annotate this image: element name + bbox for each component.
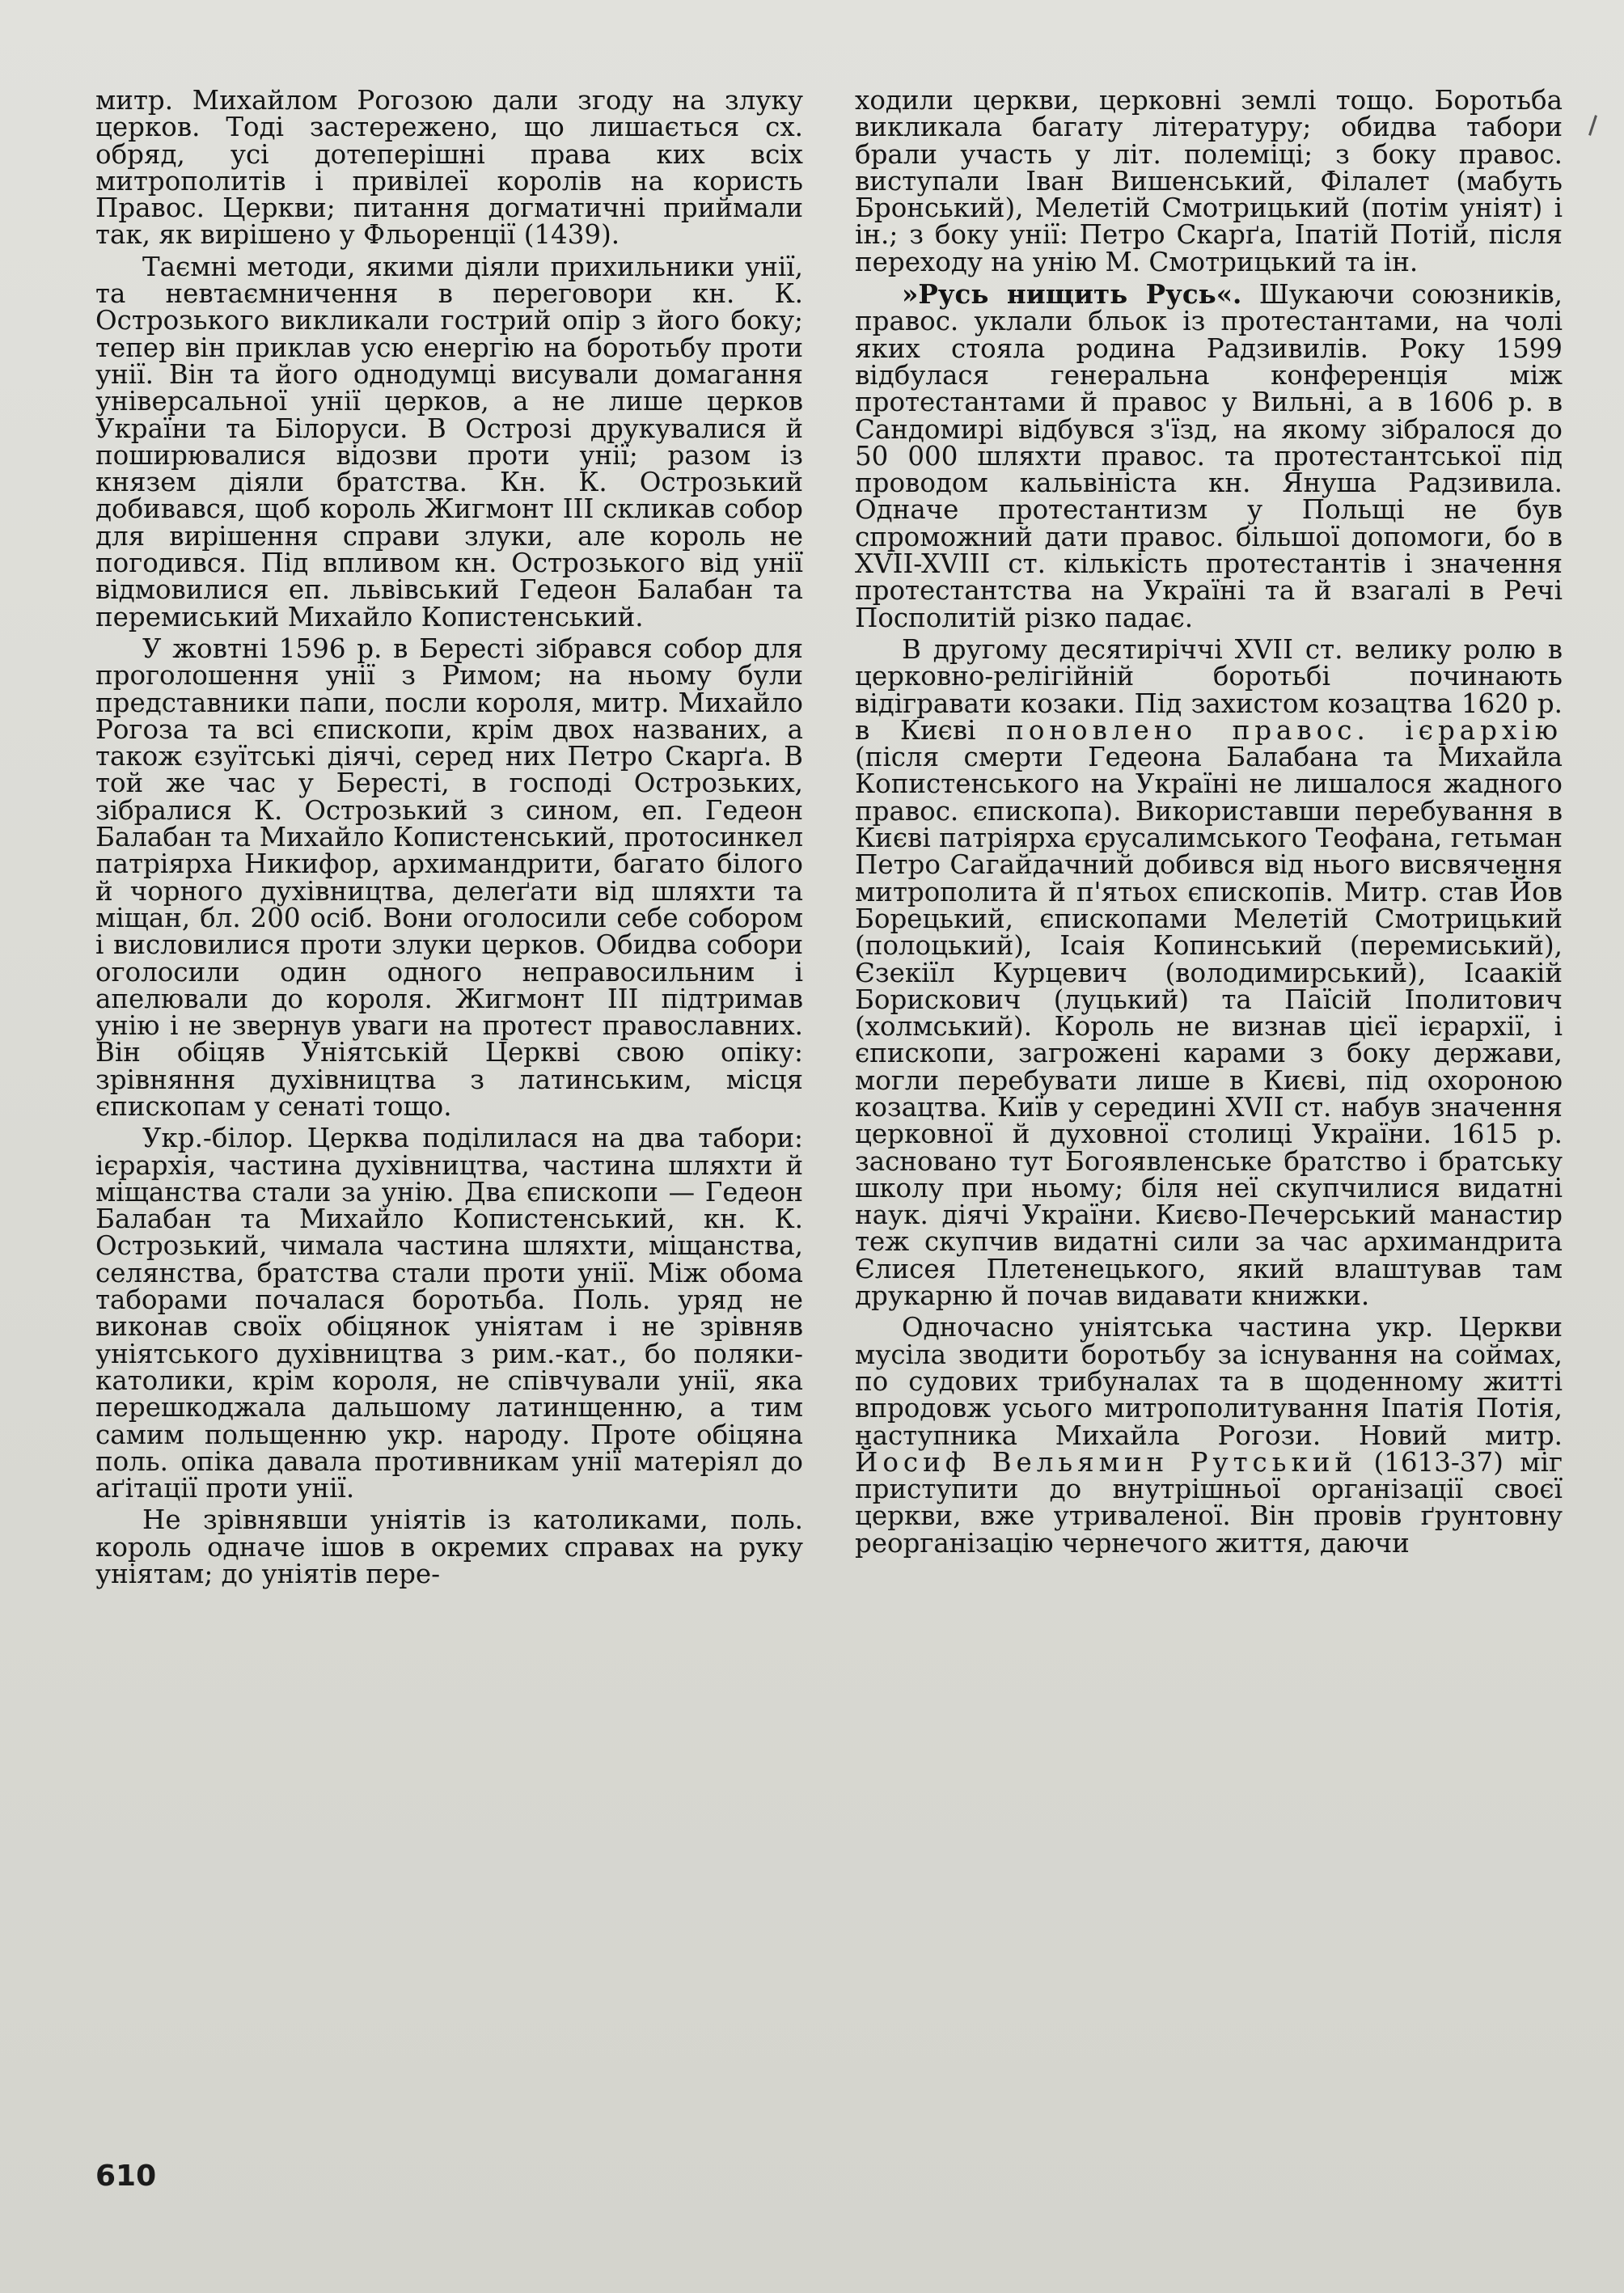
paragraph-left-5: Не зрівнявши уніятів із католиками, поль. король одначе ішов в окремих справах на руку уніятам; до уніятів пере- [95, 1504, 803, 1590]
paragraph-right-4-before: Одночасно уніятська частина укр. Церкви мусіла зводити боротьбу за існування на соймах, по судових трибуналах та в щоденному житті впродовж усього митрополитування Іпатія Потія, наступника Михайла Рогози. Новий митр. [855, 1312, 1563, 1451]
paragraph-left-1: митр. Михайлом Рогозою дали згоду на злуку церков. Тоді застережено, що лишається сх. обряд, усі дотеперішні права ких всіх митрополитів і привілеї королів на користь Правос. Церкви; питання догматичні приймали так, як вирішено у Фльоренції (1439). [95, 85, 803, 251]
paragraph-right-4-after: (1613-37) міг приступити до внутрішньої організації своєї церкви, вже утриваленої. Він провів ґрунтовну реорганізацію чернечого життя, даючи [855, 1446, 1563, 1559]
paragraph-right-4 [855, 1314, 1563, 1557]
spaced-emphasis-name: Йосиф Вельямин Рутський [855, 1446, 1358, 1478]
paragraph-left-2: Таємні методи, якими діяли прихильники унії, та невтаємничення в переговори кн. К. Острозького викликали гострий опір з його боку; тепер він приклав усю енергію на боротьбу проти унії. Він та його однодумці висували домагання універсальної унії церков, а не лише церков України та Білоруси. В Острозі друкувалися й поширювалися відозви проти унії; разом із князем діяли братства. Кн. К. Острозький добивався, щоб король Жигмонт III скликав собор для вирішення справи злуки, але король не погодився. Під впливом кн. Острозького від унії відмовилися еп. львівський Гедеон Балабан та перемиський Михайло Копистенський. [95, 251, 803, 632]
spaced-emphasis-hierarchy: поновлено правос. ієрархію [1006, 714, 1563, 746]
paragraph-left-4: Укр.-білор. Церква поділилася на два табори: ієрархія, частина духівництва, частина шляхти й міщанства стали за унію. Два єпископи — Гедеон Балабан та Михайло Копистенський, кн. К. Острозький, чимала частина шляхти, міщанства, селянства, братства стали проти унії. Між обома таборами почалася боротьба. Поль. уряд не виконав своїх обіцянок уніятам і не зрівняв уніятського духівництва з рим.-кат., бо поляки-католики, крім короля, не співчували унії, яка перешкоджала дальшому латинщенню, а тим самим польщенню укр. народу. Проте обіцяна поль. опіка давала противникам унії матеріял до аґітації проти унії. [95, 1123, 803, 1504]
section-heading: »Русь нищить Русь«. [902, 278, 1242, 311]
paragraph-right-2-text: Шукаючи союзників, правос. уклали бльок із протестантами, на чолі яких стояла родина Радзивилів. Року 1599 відбулася генеральна конференція між протестантами й правос у Вильні, а в 1606 р. в Сандомирі відбувся з'їзд, на якому зібралося до 50 000 шляхти правос. та протестантської під проводом кальвініста кн. Януша Радзивила. Одначе протестантизм у Польщі не був спроможний дати правос. більшої допомоги, бо в XVII-XVIII ст. кількість протестантів і значення протестантства на Україні та й взагалі в Речі Посполитій різко падає. [855, 279, 1563, 633]
paragraph-right-3-after: (після смерти Гедеона Балабана та Михайла Копистенського на Україні не лишалося жадного правос. єпископа). Використавши перебування в Києві патріярха єрусалимського Теофана, гетьман Петро Сагайдачний добився від нього висвячення митрополита й п'ятьох єпископів. Митр. став Йов Борецький, єпископами Мелетій Смотрицький (полоцький), Ісаія Копинський (перемиський), Єзекіїл Курцевич (володимирський), Ісаакій Борискович (луцький) та Паїсій Іполитович (холмський). Король не визнав цієї ієрархії, і єпископи, загрожені карами з боку держави, могли перебувати лише в Києві, під охороною козацтва. Київ у середині XVII ст. набув значення церковної й духовної столиці України. 1615 р. засновано тут Богоявленське братство і братську школу при ньому; біля неї скупчилися видатні наук. діячі України. Києво-Печерський манастир теж скупчив видатні сили за час архимандрита Єлисея Плетенецького, який влаштував там друкарню й почав видавати книжки. [855, 742, 1563, 1312]
paragraph-right-3-before: В другому десятиріччі XVII ст. велику ролю в церковно-релігійній боротьбі починають відігравати козаки. Під захистом козацтва 1620 р. в Києві [855, 633, 1563, 746]
left-column [95, 87, 803, 1593]
paragraph-right-3 [855, 633, 1563, 1312]
margin-mark [1588, 115, 1597, 136]
paragraph-left-3: У жовтні 1596 р. в Бересті зібрався собор для проголошення унії з Римом; на ньому були представники папи, посли короля, митр. Михайло Рогоза та всі єпископи, крім двох названих, а також єзуїтські діячі, серед них Петро Скарґа. В той же час у Бересті, в господі Острозьких, зібралися К. Острозький з сином, еп. Гедеон Балабан та Михайло Копистенський, протосинкел патріярха Никифор, архимандрити, багато білого й чорного духівництва, делеґати від шляхти та міщан, бл. 200 осіб. Вони оголосили себе собором і висловилися проти злуки церков. Обидва собори оголосили один одного неправосильним і апелювали до короля. Жигмонт III підтримав унію і не звернув уваги на протест православних. Він обіцяв Уніятській Церкві свою опіку: зрівняння духівництва з латинським, місця єпископам у сенаті тощо. [95, 632, 803, 1122]
paragraph-right-1: ходили церкви, церковні землі тощо. Боротьба викликала багату літературу; обидва табори брали участь у літ. полеміці; з боку правос. виступали Іван Вишенський, Філалет (мабуть Бронський), Мелетій Смотрицький (потім уніят) і ін.; з боку унії: Петро Скарґа, Іпатій Потій, після переходу на унію М. Смотрицький та ін. [855, 85, 1563, 277]
right-column [855, 87, 1563, 1562]
page-number: 610 [95, 2160, 157, 2193]
paragraph-right-2 [855, 278, 1563, 633]
